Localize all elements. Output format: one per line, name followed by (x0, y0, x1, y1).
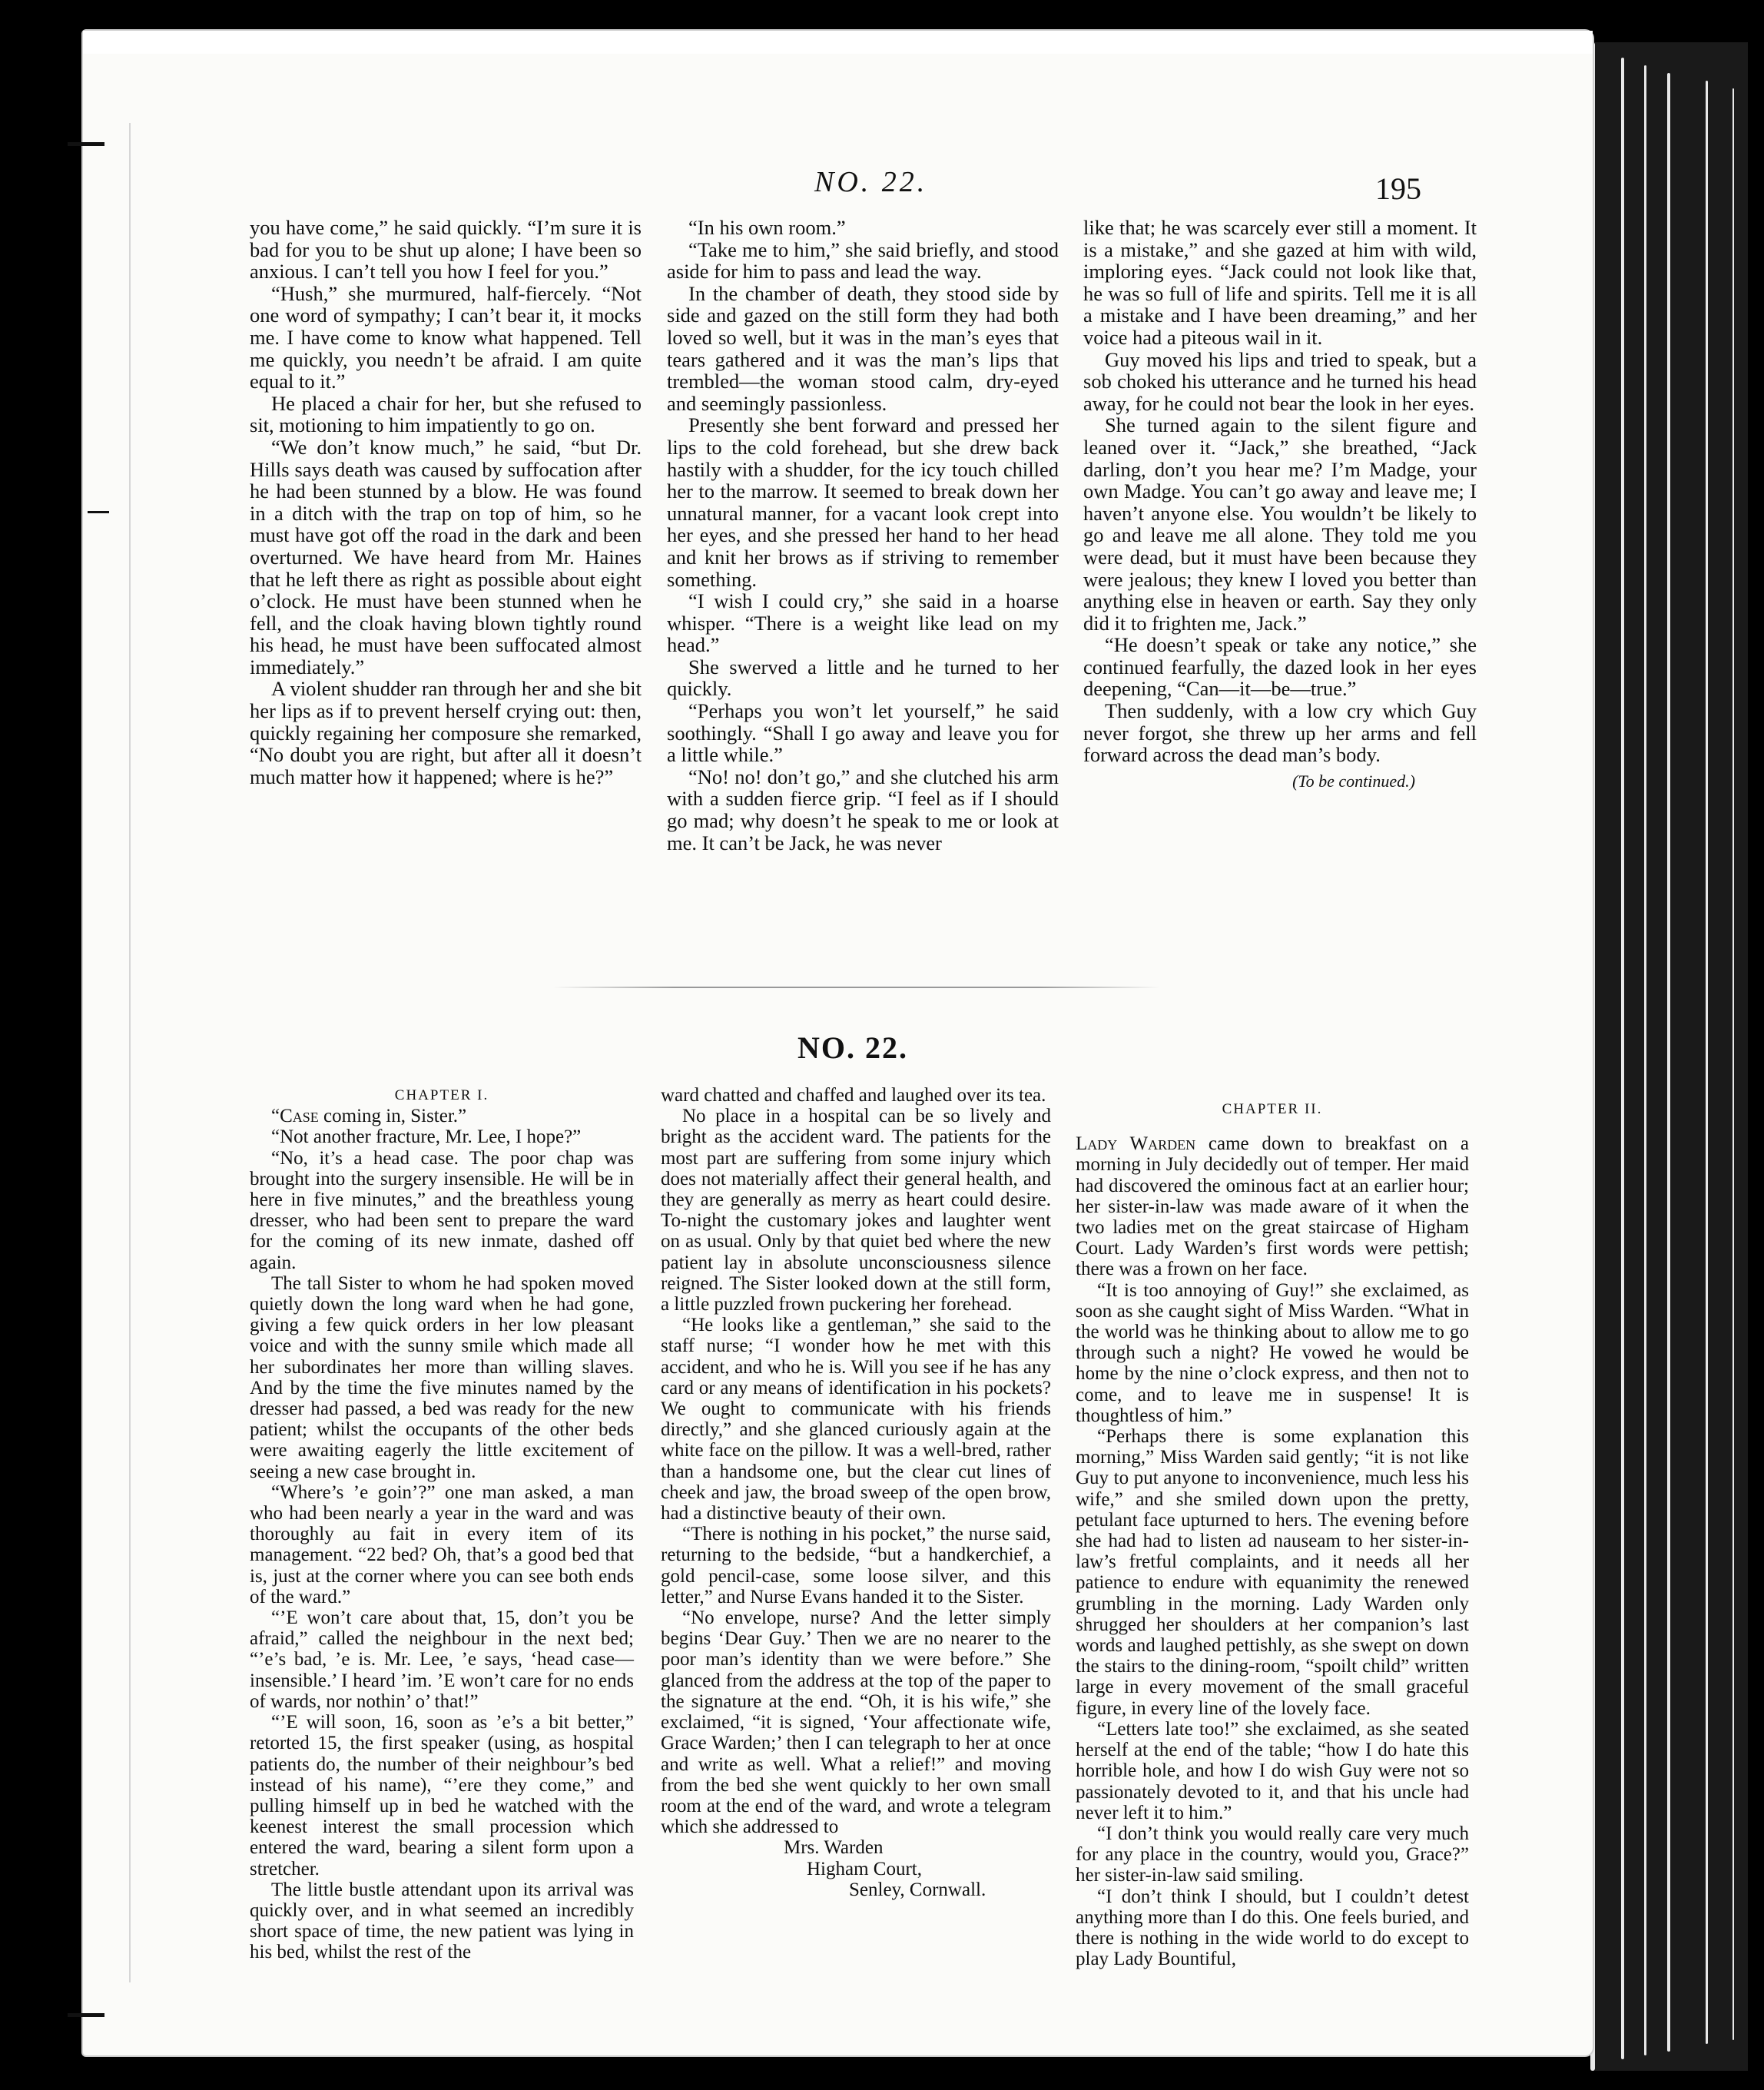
paragraph: Guy moved his lips and tried to speak, but a sob choked his utterance and he turned his head away, for he could not bear the look in her eyes. (1083, 347, 1477, 415)
story-column-1 (250, 1085, 634, 1963)
paragraph: A violent shudder ran through her and she bit her lips as if to prevent herself crying out: then, quickly regaining her composure she remarked, “No doubt you are right, but after all it doesn’t much matter how it happened; where is he?” (250, 677, 642, 788)
paragraph: “Perhaps there is some explanation this morning,” Miss Warden said gently; “it is not like Guy to put anyone to inconvenience, much less his wife,” and she smiled down upon the pretty, petulant face upturned to hers. The evening before she had had to listen ad nauseam to her sister-in-law’s fretful complaints, and it needs all her patience to endure with equanimity the renewed grumbling in the morning. Lady Warden only shrugged her shoulders at her companion’s last words and laughed pettishly, as she swept on down the stairs to the dining-room, “spoilt child” written large in every movement of the small graceful figure, in every line of the lovely face. (1076, 1426, 1469, 1719)
paragraph: “’E won’t care about that, 15, don’t you be afraid,” called the neighbour in the next bed; “’e’s bad, ’e is. Mr. Lee, ’e says, ‘head case—insensible.’ I heard ’im. ’E won’t care for no ends of wards, nor nothin’ o’ that!” (250, 1607, 634, 1712)
story-column-2 (661, 1085, 1051, 1900)
paragraph: “There is nothing in his pocket,” the nurse said, returning to the bedside, “but a handkerchief, a gold pencil-case, some loose silver, and this letter,” and Nurse Evans handed it to the Sister. (661, 1524, 1051, 1607)
running-title: NO. 22. (814, 166, 928, 198)
paragraph: “I wish I could cry,” she said in a hoarse whisper. “There is a weight like lead on my head.” (667, 589, 1059, 657)
paragraph: “We don’t know much,” he said, “but Dr. Hills says death was caused by suffocation after he had been stunned by a blow. He was found in a ditch with the trap on top of him, so he must have got off the road in the dark and been overturned. We have heard from Mr. Haines that he left there as right as possible about eight o’clock. He must have been stunned when he fell, and the cloak having blown tightly round his head, he must have been suffocated almost immediately.” (250, 435, 642, 678)
chapter-heading: CHAPTER II. (1222, 1101, 1323, 1117)
paragraph: “Not another fracture, Mr. Lee, I hope?” (271, 1126, 582, 1148)
paragraph: “Case coming in, Sister.” (271, 1106, 467, 1127)
binding-gutter (129, 123, 131, 1982)
paragraph: “Letters late too!” she exclaimed, as she seated herself at the end of the table; “how I do hate this horrible hole, and how I do wish Guy were not so passionately devoted to it, and that his uncle had never left it to him.” (1076, 1718, 1469, 1823)
paragraph: “In his own room.” (688, 216, 846, 239)
paragraph: In the chamber of death, they stood side by side and gazed on the still form they had both loved so well, but it was in the man’s eyes that tears gathered and it was the man’s lips that trembled—the woman stood calm, dry-eyed and seemingly passionless. (667, 281, 1059, 415)
paragraph: Presently she bent forward and pressed her lips to the cold forehead, but she drew back hastily with a shudder, for the icy touch chilled her to the marrow. It seemed to break down her unnatural manner, for a vacant look crept into her eyes, and she pressed her hand to her head and knit her brows as if striving to remember something. (667, 413, 1059, 591)
to-be-continued: (To be continued.) (1292, 771, 1415, 791)
binding-mark (68, 2013, 104, 2017)
paragraph: “Perhaps you won’t let yourself,” he said soothingly. “Shall I go away and leave you for a little while.” (667, 699, 1059, 767)
paragraph: The tall Sister to whom he had spoken moved quietly down the long ward when he had gone, giving a few quick orders in her low pleasant voice and with the sunny smile which made all her subordinates her more than willing slaves. And by the time the five minutes named by the dresser had passed, a bed was ready for the new patient; whilst the occupants of the other beds were awaiting eagerly the little excitement of seeing a new case brought in. (250, 1272, 634, 1482)
paragraph: “No envelope, nurse? And the letter simply begins ‘Dear Guy.’ Then we are no nearer to the poor man’s identity than we were before.” She glanced from the address at the top of the paper to the signature at the end. “Oh, it is his wife,” she exclaimed, “it is signed, ‘Your affectionate wife, Grace Warden;’ then I can telegraph to her at once and write as well. What a relief!” and moving from the bed she went quickly to her own small room at the end of the ward, and wrote a telegram which she addressed to (661, 1607, 1051, 1838)
paragraph: “He doesn’t speak or take any notice,” she continued fearfully, the dazed look in her eyes deepening, “Can—it—be—true.” (1083, 633, 1477, 701)
address-line: Senley, Cornwall. (849, 1879, 986, 1900)
paragraph: “Take me to him,” she said briefly, and stood aside for him to pass and lead the way. (667, 237, 1059, 284)
story-column-3 (1076, 1085, 1469, 1969)
paragraph: He placed a chair for her, but she refused to sit, motioning to him impatiently to go on. (250, 391, 642, 437)
opening-word: Lady Warden (1076, 1133, 1196, 1155)
address-line: Mrs. Warden (784, 1837, 884, 1859)
paragraph: “No, it’s a head case. The poor chap was brought into the surgery insensible. He will be in here in five minutes,” and the breathless young dresser, who had been sent to prepare the ward for the coming of its new inmate, dashed off again. (250, 1147, 634, 1273)
paragraph: “It is too annoying of Guy!” she exclaimed, as soon as she caught sight of Miss Warden. “What in the world was he thinking about to allow me to go through such a night? He vowed he would be home by the nine o’clock express, and then not to come, and to leave me in suspense! It is thoughtless of him.” (1076, 1279, 1469, 1426)
paragraph: “He looks like a gentleman,” she said to the staff nurse; “I wonder how he met with this accident, and who he is. Will you see if he has any card or any means of identification in his pockets? We ought to communicate with his friends directly,” and she glanced curiously again at the white face on the pillow. It was a well-bred, rather than a handsome one, but the clear cut lines of cheek and jaw, the broad sweep of the open brow, had a distinctive beauty of their own. (661, 1315, 1051, 1524)
paragraph: No place in a hospital can be so lively and bright as the accident ward. The patients for the most part are suffering from some injury which does not materially affect their general health, and they are generally as merry as heart could desire. To-night the customary jokes and laughter went on as usual. Only by that quiet bed where the new patient lay in absolute unconsciousness silence reigned. The Sister looked down at the still form, a little puzzled frown puckering her forehead. (661, 1106, 1051, 1315)
paragraph: Then suddenly, with a low cry which Guy never forgot, she threw up her arms and fell forward across the dead man’s body. (1083, 699, 1477, 767)
paragraph: She turned again to the silent figure and leaned over it. “Jack,” she breathed, “Jack darling, don’t you hear me? I’m Madge, your own Madge. You can’t go away and leave me; I haven’t anyone else. You wouldn’t be likely to go and leave me all alone. They told me you were dead, but it must have been because they were jealous; they knew I loved you better than anything else in heaven or earth. Say they only did it to frighten me, Jack.” (1083, 413, 1477, 635)
paragraph: The little bustle attendant upon its arrival was quickly over, and in what seemed an incredibly short space of time, the new patient was lying in his bed, whilst the rest of the (250, 1879, 634, 1963)
paragraph: you have come,” he said quickly. “I’m sure it is bad for you to be shut up alone; I have been so anxious. I can’t tell you how I feel for you.” (250, 216, 642, 284)
story-title: NO. 22. (797, 1030, 908, 1065)
binding-mark (88, 511, 109, 513)
paragraph: “Hush,” she murmured, half-fiercely. “Not one word of sympathy; I can’t bear it, it mocks me. I have come to know what happened. Tell me quickly, you needn’t be afraid. I am quite equal to it.” (250, 281, 642, 393)
paragraph: “I don’t think you would really care very much for any place in the country, would you, Grace?” her sister-in-law said smiling. (1076, 1823, 1469, 1886)
binding-mark (68, 142, 104, 146)
paragraph: like that; he was scarcely ever still a moment. It is a mistake,” and she gazed at him with wild, imploring eyes. “Jack could not look like that, he was so full of life and spirits. Tell me it is all a mistake and I have been dreaming,” and her voice had a piteous wail in it. (1083, 216, 1477, 349)
paragraph: “I don’t think I should, but I couldn’t detest anything more than I do this. One feels buried, and there is nothing in the wide world to do except to play Lady Bountiful, (1076, 1886, 1469, 1970)
paragraph: Lady Warden came down to breakfast on a morning in July decidedly out of temper. Her maid had discovered the ominous fact at an earlier hour; her sister-in-law was made aware of it when the two ladies met on the great staircase of Higham Court. Lady Warden’s first words were pettish; there was a frown on her face. (1076, 1133, 1469, 1280)
page-edges (1590, 42, 1748, 2071)
paragraph: ward chatted and chaffed and laughed over its tea. (661, 1085, 1046, 1106)
top-column-3 (1083, 217, 1477, 792)
paragraph: “’E will soon, 16, soon as ’e’s a bit better,” retorted 15, the first speaker (using, as hospital patients do, the number of their neighbour’s bed instead of his name), “’ere they come,” and pulling himself up in bed he watched with the keenest interest the small procession which entered the ward, bearing a silent form upon a stretcher. (250, 1712, 634, 1879)
paragraph: She swerved a little and he turned to her quickly. (667, 655, 1059, 701)
address-line: Higham Court, (807, 1858, 922, 1879)
page-number: 195 (1375, 171, 1421, 206)
opening-word: “Case (271, 1106, 319, 1127)
chapter-heading: CHAPTER I. (394, 1087, 489, 1103)
paragraph: “No! no! don’t go,” and she clutched his arm with a sudden fierce grip. “I feel as if I should go mad; why doesn’t he speak to me or look at me. It can’t be Jack, he was never (667, 765, 1059, 854)
top-column-2 (667, 217, 1059, 854)
top-column-1 (250, 217, 642, 788)
section-divider (553, 987, 1160, 988)
paragraph: “Where’s ’e goin’?” one man asked, a man who had been nearly a year in the ward and was thoroughly au fait in every item of its management. “22 bed? Oh, that’s a good bed that is, just at the corner where you can see both ends of the ward.” (250, 1481, 634, 1607)
